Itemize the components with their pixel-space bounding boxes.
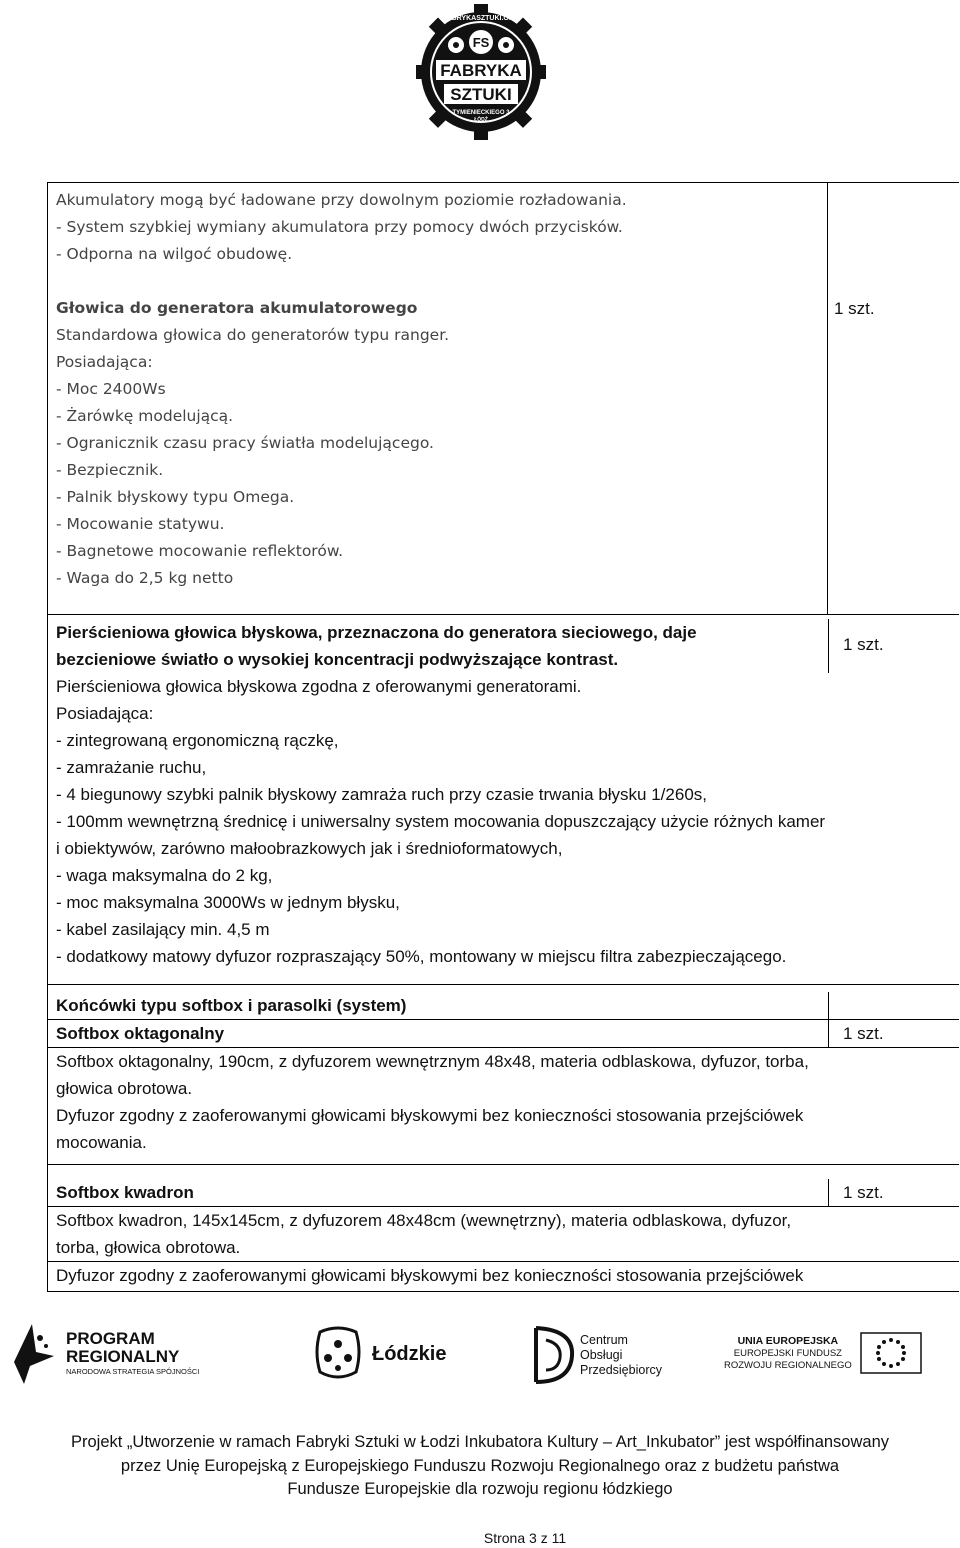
footer xyxy=(0,1431,960,1502)
eu-label-1: UNIA EUROPEJSKA xyxy=(737,1334,839,1347)
spec-title: Softbox kwadron xyxy=(56,1183,194,1202)
spec-row-description xyxy=(48,183,828,614)
logo-address-1: TYMIENIECKIEGO 3 xyxy=(452,110,510,116)
cop-icon xyxy=(526,1320,576,1390)
spec-row-softbox-oct xyxy=(48,984,959,1164)
spec-line: mocowania. xyxy=(56,1133,147,1152)
footer-line-2: przez Unię Europejską z Europejskiego Funduszu Rozwoju Regionalnego oraz z budżetu państwa xyxy=(120,1456,840,1475)
footer-line-3: Fundusze Europejskie dla rozwoju regionu łódzkiego xyxy=(287,1480,673,1498)
spec-line: - System szybkiej wymiany akumulatora przy pomocy dwóch przycisków. xyxy=(56,218,623,236)
spec-line: - waga maksymalna do 2 kg, xyxy=(56,866,273,885)
funding-logos xyxy=(0,1318,960,1398)
spec-line: - 4 biegunowy szybki palnik błyskowy zamraża ruch przy czasie trwania błysku 1/260s, xyxy=(56,785,707,804)
eu-logo xyxy=(724,1332,922,1374)
spec-title: Pierścieniowa głowica błyskowa, przeznaczona do generatora sieciowego, daje xyxy=(56,623,697,642)
spec-line: Standardowa głowica do generatorów typu ranger. xyxy=(56,326,450,344)
program-label: PROGRAM xyxy=(66,1329,155,1348)
spec-row-ring-flash xyxy=(48,614,959,984)
spec-line: - zintegrowaną ergonomiczną rączkę, xyxy=(56,731,339,750)
spec-line: - kabel zasilający min. 4,5 m xyxy=(56,920,270,939)
lodzkie-label: Łódzkie xyxy=(372,1342,447,1365)
spec-line: - Waga do 2,5 kg netto xyxy=(56,569,234,587)
spec-line: Softbox kwadron, 145x145cm, z dyfuzorem 48x48cm (wewnętrzny), materia odblaskowa, dyfuzor, xyxy=(56,1211,792,1230)
cop-label-1: Centrum xyxy=(580,1332,628,1347)
spec-line: Posiadająca: xyxy=(56,353,153,371)
spec-line: i obiektywów, zarówno małoobrazkowych jak i średnioformatowych, xyxy=(56,839,563,858)
spec-line: - Mocowanie statywu. xyxy=(56,515,225,533)
spec-line: - 100mm wewnętrzną średnicę i uniwersalny system mocowania dopuszczający użycie różnych kamer xyxy=(56,812,826,831)
eu-flag-icon xyxy=(860,1332,922,1374)
spec-table-1 xyxy=(47,182,959,1292)
spec-row-description xyxy=(48,615,959,984)
spec-title: Softbox oktagonalny xyxy=(56,1024,225,1043)
spec-line: - Odporna na wilgoć obudowę. xyxy=(56,245,293,263)
spec-qty: 1 szt. xyxy=(843,635,884,654)
strategia-label: NARODOWA STRATEGIA SPÓJNOŚCI xyxy=(66,1367,200,1376)
spec-heading: Końcówki typu softbox i parasolki (system) xyxy=(56,996,407,1015)
spec-line: Pierścieniowa głowica błyskowa zgodna z oferowanymi generatorami. xyxy=(56,677,582,696)
spec-qty: 1 szt. xyxy=(843,1183,884,1202)
logo-badge: FS xyxy=(472,35,490,50)
spec-line: - moc maksymalna 3000Ws w jednym błysku, xyxy=(56,893,400,912)
spec-line: Dyfuzor zgodny z zaoferowanymi głowicami błyskowymi bez konieczności stosowania przejściówek xyxy=(56,1106,804,1125)
program-regionalny-logo xyxy=(10,1322,199,1386)
spec-line: głowica obrotowa. xyxy=(56,1079,193,1098)
spec-row-softbox-quad xyxy=(48,1164,959,1291)
cop-label-3: Przedsiębiorcy xyxy=(580,1362,662,1377)
spec-line: - Ogranicznik czasu pracy światła modelującego. xyxy=(56,434,434,452)
eu-label-2: EUROPEJSKI FUNDUSZ xyxy=(733,1347,842,1359)
spec-line: - zamrażanie ruchu, xyxy=(56,758,207,777)
spec-line: - Palnik błyskowy typu Omega. xyxy=(56,488,295,506)
fabryka-sztuki-logo xyxy=(416,0,546,150)
spec-line: Posiadająca: xyxy=(56,704,154,723)
spec-line: - Bezpiecznik. xyxy=(56,461,164,479)
eu-label-3: ROZWOJU REGIONALNEGO xyxy=(724,1359,852,1371)
spec-qty-cell xyxy=(828,183,959,614)
spec-line: Dyfuzor zgodny z zaoferowanymi głowicami błyskowymi bez konieczności stosowania przejściówek xyxy=(56,1266,804,1285)
spec-line: - Żarówkę modelującą. xyxy=(56,407,234,425)
program-regionalny-icon xyxy=(10,1322,56,1386)
spec-line: - Bagnetowe mocowanie reflektorów. xyxy=(56,542,344,560)
lodzkie-icon xyxy=(312,1324,364,1384)
logo-arc-text: FABRYKASZTUKI.ORG xyxy=(442,15,520,22)
cop-label-2: Obsługi xyxy=(580,1347,623,1362)
spec-qty: 1 szt. xyxy=(834,299,875,318)
logo-address-2: ŁÓDŹ xyxy=(474,117,488,123)
spec-title: Głowica do generatora akumulatorowego xyxy=(56,299,418,317)
spec-line: Softbox oktagonalny, 190cm, z dyfuzorem wewnętrznym 48x48, materia odblaskowa, dyfuzor, torba, xyxy=(56,1052,809,1071)
logo-name-1: FABRYKA xyxy=(440,61,522,80)
cop-logo xyxy=(526,1320,662,1390)
regionalny-label: REGIONALNY xyxy=(66,1347,180,1366)
spec-line: - Moc 2400Ws xyxy=(56,380,166,398)
spec-line: - dodatkowy matowy dyfuzor rozpraszający 50%, montowany w miejscu filtra zabezpieczającego. xyxy=(56,947,787,966)
spec-title: bezcieniowe światło o wysokiej koncentracji podwyższające kontrast. xyxy=(56,650,619,669)
spec-row-battery xyxy=(48,183,959,614)
page-number: Strona 3 z 11 xyxy=(483,1530,567,1546)
logo-name-2: SZTUKI xyxy=(450,85,512,104)
footer-line-1: Projekt „Utworzenie w ramach Fabryki Sztuki w Łodzi Inkubatora Kultury – Art_Inkubator” jest współfinansowany xyxy=(70,1433,890,1451)
spec-qty: 1 szt. xyxy=(843,1024,884,1043)
spec-line: Akumulatory mogą być ładowane przy dowolnym poziomie rozładowania. xyxy=(56,191,627,209)
lodzkie-logo xyxy=(312,1324,446,1384)
spec-line: torba, głowica obrotowa. xyxy=(56,1238,241,1257)
